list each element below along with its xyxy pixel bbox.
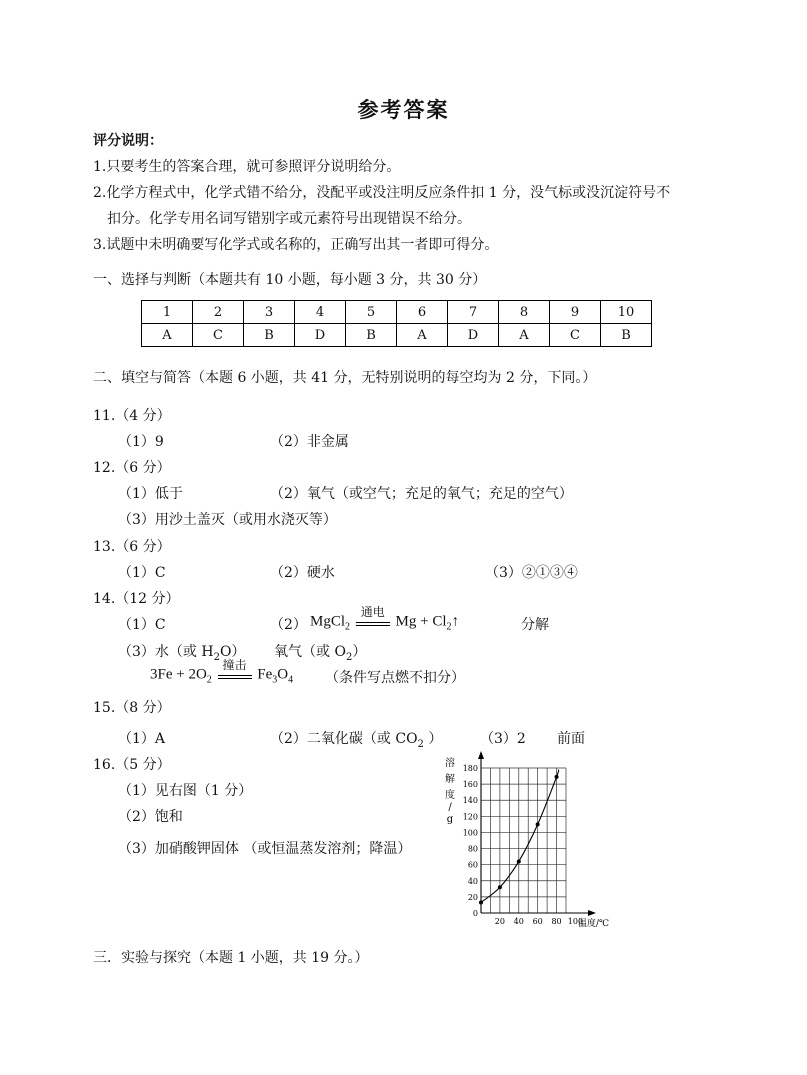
q15-label: 15.（8 分）	[93, 700, 171, 716]
q11-label: 11.（4 分）	[93, 408, 171, 424]
y-axis-label-char: g	[446, 814, 454, 825]
answer-cell: A	[397, 324, 448, 347]
answer-cell: A	[499, 324, 550, 347]
q12-answer-1: （1）低于	[118, 486, 183, 502]
y-tick-label: 160	[462, 780, 478, 790]
answer-cell: B	[346, 324, 397, 347]
q12-label: 12.（6 分）	[93, 460, 171, 476]
answer-table	[141, 300, 652, 347]
question-number: 3	[244, 301, 295, 324]
answer-cell: C	[193, 324, 244, 347]
q13-answer-3: （3）②①③④	[485, 565, 578, 581]
q14-answer-2-prefix: （2）	[270, 617, 307, 633]
eq2-product: Fe	[257, 666, 273, 683]
reaction-condition	[356, 605, 390, 631]
q14-answer-1: （1）C	[118, 617, 166, 633]
data-point	[536, 822, 540, 826]
eq2-reactants: 3Fe + 2O	[150, 666, 207, 683]
q16-answer-1: （1）见右图（1 分）	[118, 783, 253, 799]
q14-label: 14.（12 分）	[93, 591, 180, 607]
question-number: 6	[397, 301, 448, 324]
y-axis-label-char: 度	[445, 790, 455, 801]
q14-answer-3: （3）水（或 $H_2O$）	[118, 644, 246, 663]
q12-answer-3: （3）用沙土盖灭（或用水浇灭等）	[118, 512, 337, 528]
x-tick-label: 20	[494, 917, 505, 926]
answer-cell: A	[142, 324, 193, 347]
chart-grid	[481, 768, 566, 913]
answer-cell: B	[601, 324, 652, 347]
data-point	[479, 901, 483, 905]
q15-answer-2: （2）二氧化碳（或 $CO_2$ ）	[270, 731, 443, 750]
y-tick-label: 60	[467, 860, 478, 870]
condition-label: 撞击	[222, 658, 247, 672]
q15-answer-3: （3）2	[480, 731, 526, 747]
answer-table-number-row	[142, 301, 652, 324]
question-number: 8	[499, 301, 550, 324]
scoring-item-1: 1.只要考生的答案合理，就可参照评分说明给分。	[93, 159, 401, 175]
gas-arrow-icon: ↑	[451, 613, 459, 630]
q16-answer-3: （3）加硝酸钾固体 （或恒温蒸发溶剂；降温）	[118, 841, 412, 857]
y-axis-arrow-icon	[478, 751, 484, 759]
q14-answer-3b: 氧气（或 $O_2$）	[274, 644, 367, 663]
reaction-condition	[218, 658, 252, 684]
q16-answer-2: （2）饱和	[118, 809, 183, 825]
answer-table-answer-row	[142, 324, 652, 347]
condition-label: 通电	[360, 605, 385, 619]
page-title: 参考答案	[357, 97, 450, 122]
y-tick-label: 0	[472, 909, 478, 918]
scoring-item-2-cont: 扣分。化学专用名词写错别字或元素符号出现错误不给分。	[107, 211, 471, 227]
equation-combustion: $3Fe + 2O_2$ 撞击 $Fe_3O_4$	[150, 658, 294, 686]
q11-answer-2: （2）非金属	[270, 434, 349, 450]
section1-heading: 一、选择与判断（本题共有 10 小题，每小题 3 分，共 30 分）	[93, 272, 487, 288]
answer-cell: D	[448, 324, 499, 347]
subscript: 2	[446, 621, 452, 633]
y-tick-labels	[463, 764, 478, 918]
question-number: 5	[346, 301, 397, 324]
x-tick-labels	[495, 917, 609, 929]
scoring-item-3: 3.试题中未明确要写化学式或名称的，正确写出其一者即可得分。	[93, 237, 499, 253]
answer-cell: D	[295, 324, 346, 347]
section3-heading: 三．实验与探究（本题 1 小题，共 19 分。）	[93, 950, 369, 966]
q15-answer-3b: 前面	[557, 731, 585, 747]
y-tick-label: 40	[467, 876, 478, 886]
y-axis-label-char: 溶	[445, 758, 455, 769]
question-number: 9	[550, 301, 601, 324]
y-axis-label-char: 解	[445, 774, 455, 785]
y-axis-label	[445, 756, 455, 825]
subscript: 2	[345, 621, 351, 633]
question-number: 2	[193, 301, 244, 324]
answer-cell: B	[244, 324, 295, 347]
section2-heading: 二、填空与简答（本题 6 小题，共 41 分，无特别说明的每空均为 2 分，下同。）	[93, 370, 597, 386]
eq1-reactant: MgCl	[310, 613, 346, 630]
q13-answer-1: （1）C	[118, 565, 166, 581]
y-axis-label-char: /	[448, 802, 452, 813]
q11-answer-1: （1）9	[118, 434, 164, 450]
question-number: 7	[448, 301, 499, 324]
y-tick-label: 20	[467, 892, 478, 902]
scoring-heading: 评分说明：	[93, 133, 163, 149]
x-tick-label: 40	[513, 917, 524, 926]
x-tick-label: 80	[551, 917, 562, 926]
question-number: 4	[295, 301, 346, 324]
q13-answer-2: （2）硬水	[270, 565, 335, 581]
eq1-product: Mg + Cl	[395, 613, 447, 630]
solubility-chart	[436, 750, 626, 935]
q13-label: 13.（6 分）	[93, 539, 171, 555]
scoring-item-2: 2.化学方程式中，化学式错不给分，没配平或没注明反应条件扣 1 分，没气标或没沉淀符号不	[93, 185, 671, 201]
q14-reaction-type: 分解	[521, 617, 549, 633]
answer-cell: C	[550, 324, 601, 347]
y-tick-label: 80	[467, 844, 478, 854]
data-point	[555, 775, 559, 779]
q16-label: 16.（5 分）	[93, 757, 171, 773]
question-number: 1	[142, 301, 193, 324]
y-tick-label: 140	[462, 796, 478, 806]
x-tick-label: 100	[567, 917, 584, 926]
y-tick-label: 120	[462, 812, 478, 822]
q15-answer-1: （1）A	[118, 731, 166, 747]
equation-electrolysis	[310, 605, 459, 633]
question-number: 10	[601, 301, 652, 324]
y-tick-label: 180	[462, 764, 478, 773]
q12-answer-2: （2）氧气（或空气；充足的氧气；充足的空气）	[270, 486, 573, 502]
data-point	[498, 885, 502, 889]
x-axis-arrow-icon	[588, 910, 596, 916]
y-tick-label: 100	[462, 828, 478, 838]
x-tick-label: 60	[532, 917, 543, 926]
data-point	[517, 859, 521, 863]
q14-equation-note: （条件写点燃不扣分）	[325, 670, 465, 686]
x-axis-label: 温度/℃	[578, 919, 610, 929]
